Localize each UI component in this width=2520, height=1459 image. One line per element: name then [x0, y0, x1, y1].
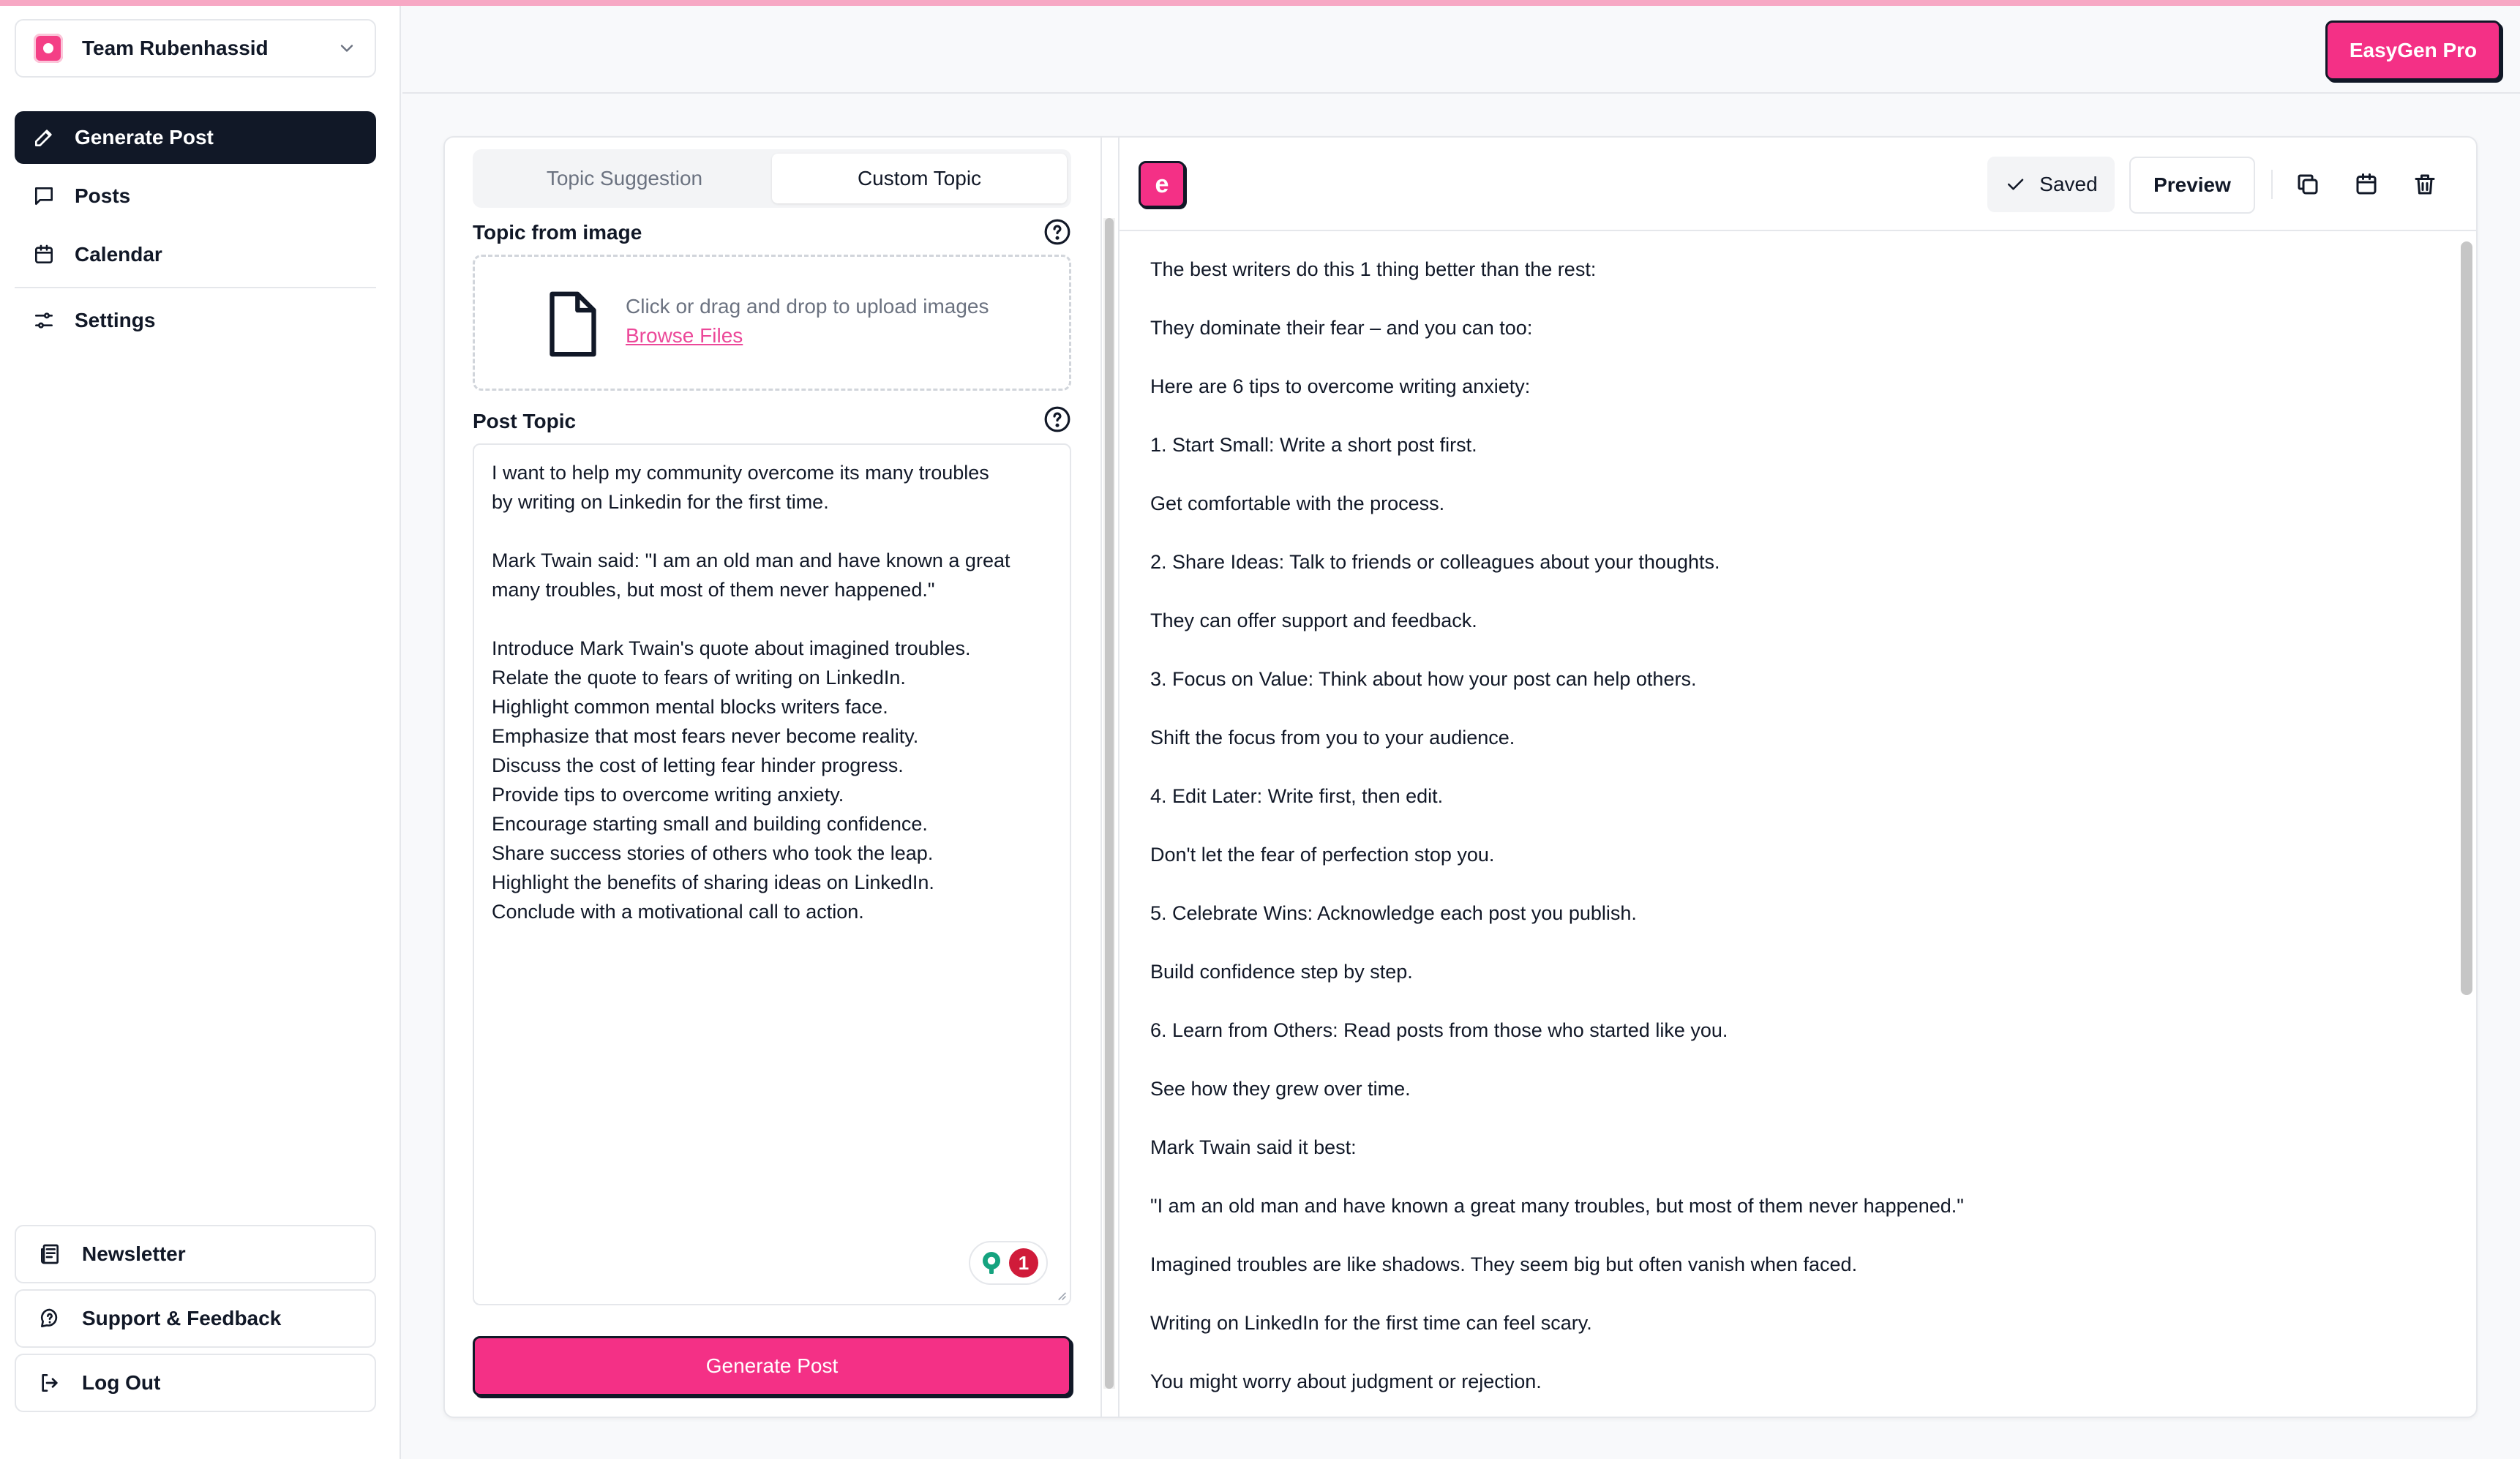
- post-line: The best writers do this 1 thing better than the rest:: [1150, 258, 1597, 280]
- generate-post-button[interactable]: Generate Post: [473, 1336, 1071, 1396]
- nav-settings[interactable]: [15, 294, 376, 347]
- check-icon: [2004, 173, 2026, 195]
- nav-settings-label: Settings: [75, 309, 156, 331]
- post-line: You might worry about judgment or rejection.: [1150, 1370, 1542, 1392]
- topic-tabs: [473, 149, 1071, 208]
- team-logo: [34, 34, 63, 63]
- topic-line: Introduce Mark Twain's quote about imagined troubles.: [492, 637, 971, 659]
- post-line: Here are 6 tips to overcome writing anxiety:: [1150, 375, 1531, 397]
- topic-line: Mark Twain said: "I am an old man and have known a great: [492, 550, 1010, 571]
- nav-generate-post[interactable]: [15, 111, 376, 164]
- trash-icon[interactable]: [2412, 171, 2438, 198]
- pencil-icon: [32, 126, 56, 149]
- pane-divider: [1100, 138, 1102, 1417]
- saved-label: Saved: [2039, 173, 2098, 195]
- post-topic-label: Post Topic: [473, 410, 577, 432]
- nav-posts-label: Posts: [75, 184, 131, 207]
- tab-topic-suggestion[interactable]: Topic Suggestion: [546, 167, 703, 190]
- calendar-icon[interactable]: [2353, 171, 2380, 198]
- post-line: Mark Twain said it best:: [1150, 1136, 1357, 1158]
- team-name: Team Rubenhassid: [82, 37, 269, 59]
- post-line: "I am an old man and have known a great many troubles, but most of them never happened.": [1150, 1195, 1964, 1217]
- logout-icon: [38, 1371, 61, 1395]
- post-line: They dominate their fear – and you can too:: [1150, 317, 1533, 339]
- topic-pane: [445, 138, 1100, 1417]
- nav-calendar-label: Calendar: [75, 243, 162, 266]
- post-line: 5. Celebrate Wins: Acknowledge each post you publish.: [1150, 902, 1637, 924]
- post-line: Writing on LinkedIn for the first time can feel scary.: [1150, 1312, 1592, 1334]
- topic-line: I want to help my community overcome its many troubles: [492, 462, 989, 484]
- topic-line: Encourage starting small and building confidence.: [492, 813, 928, 835]
- topic-line: Highlight the benefits of sharing ideas on LinkedIn.: [492, 871, 934, 893]
- topic-line: by writing on Linkedin for the first time.: [492, 491, 829, 513]
- left-scrollbar[interactable]: [1103, 218, 1115, 1389]
- team-selector[interactable]: [15, 19, 376, 78]
- tab-custom-topic[interactable]: Custom Topic: [772, 154, 1067, 203]
- saved-status-button[interactable]: [1987, 157, 2115, 212]
- nav-posts[interactable]: [15, 170, 376, 222]
- post-line: 6. Learn from Others: Read posts from those who started like you.: [1150, 1019, 1728, 1041]
- logout-label: Log Out: [82, 1371, 161, 1394]
- support-feedback-label: Support & Feedback: [82, 1307, 282, 1329]
- topic-line: Relate the quote to fears of writing on LinkedIn.: [492, 667, 906, 689]
- grammarly-icon: [978, 1250, 1005, 1276]
- help-icon[interactable]: [1043, 405, 1071, 433]
- grammarly-count-badge: 1: [1009, 1248, 1038, 1278]
- nav-generate-post-label: Generate Post: [75, 126, 214, 149]
- topic-line: Provide tips to overcome writing anxiety.: [492, 784, 844, 806]
- editor-scrollbar[interactable]: [2457, 231, 2476, 1417]
- upload-prompt: Click or drag and drop to upload images: [626, 295, 989, 318]
- toolbar-separator: [2271, 170, 2273, 199]
- post-line: Get comfortable with the process.: [1150, 492, 1445, 514]
- topic-line: Conclude with a motivational call to action.: [492, 901, 864, 923]
- chevron-down-icon: [337, 38, 357, 59]
- pane-divider: [1118, 138, 1120, 1417]
- newsletter-label: Newsletter: [82, 1242, 186, 1265]
- post-line: Build confidence step by step.: [1150, 961, 1413, 983]
- help-icon[interactable]: [1043, 218, 1071, 246]
- newspaper-icon: [38, 1242, 61, 1266]
- top-header: [402, 6, 2520, 94]
- post-line: 4. Edit Later: Write first, then edit.: [1150, 785, 1444, 807]
- file-icon: [545, 289, 601, 359]
- nav-divider: [15, 287, 376, 288]
- post-topic-textarea[interactable]: [473, 443, 1071, 1305]
- post-line: Don't let the fear of perfection stop you.: [1150, 844, 1495, 866]
- calendar-icon: [32, 243, 56, 266]
- preview-button[interactable]: Preview: [2129, 157, 2255, 214]
- brand-logo: e: [1139, 161, 1185, 208]
- support-icon: [38, 1307, 61, 1330]
- resize-handle-icon[interactable]: [1055, 1289, 1067, 1301]
- topic-line: Discuss the cost of letting fear hinder progress.: [492, 754, 904, 776]
- post-line: Imagined troubles are like shadows. They seem big but often vanish when faced.: [1150, 1253, 1858, 1275]
- easygen-pro-button[interactable]: EasyGen Pro: [2325, 20, 2501, 80]
- topic-line: Highlight common mental blocks writers face.: [492, 696, 888, 718]
- topic-line: [492, 604, 1052, 634]
- topic-line: many troubles, but most of them never happened.": [492, 579, 935, 601]
- post-editor[interactable]: [1150, 255, 2467, 1417]
- topic-line: Emphasize that most fears never become reality.: [492, 725, 919, 747]
- post-line: They can offer support and feedback.: [1150, 610, 1477, 631]
- sidebar: [0, 6, 401, 1459]
- support-feedback-button[interactable]: [15, 1289, 376, 1348]
- grammarly-widget[interactable]: [969, 1241, 1048, 1285]
- chat-icon: [32, 184, 56, 208]
- topic-line: Share success stories of others who took the leap.: [492, 842, 934, 864]
- image-upload-dropzone[interactable]: [473, 255, 1071, 391]
- sliders-icon: [32, 309, 56, 332]
- editor-toolbar: [1120, 138, 2478, 231]
- nav-calendar[interactable]: [15, 228, 376, 281]
- post-line: 1. Start Small: Write a short post first.: [1150, 434, 1477, 456]
- topic-line: [492, 517, 1052, 546]
- main-card: [443, 136, 2478, 1418]
- newsletter-button[interactable]: [15, 1225, 376, 1283]
- post-line: 3. Focus on Value: Think about how your post can help others.: [1150, 668, 1697, 690]
- top-accent-line: [0, 0, 2520, 6]
- browse-files-link[interactable]: Browse Files: [626, 324, 743, 347]
- post-line: 2. Share Ideas: Talk to friends or colleagues about your thoughts.: [1150, 551, 1720, 573]
- copy-icon[interactable]: [2295, 171, 2321, 198]
- logout-button[interactable]: [15, 1354, 376, 1412]
- topic-from-image-label: Topic from image: [473, 221, 642, 244]
- post-line: See how they grew over time.: [1150, 1078, 1411, 1100]
- post-line: Shift the focus from you to your audience.: [1150, 727, 1515, 749]
